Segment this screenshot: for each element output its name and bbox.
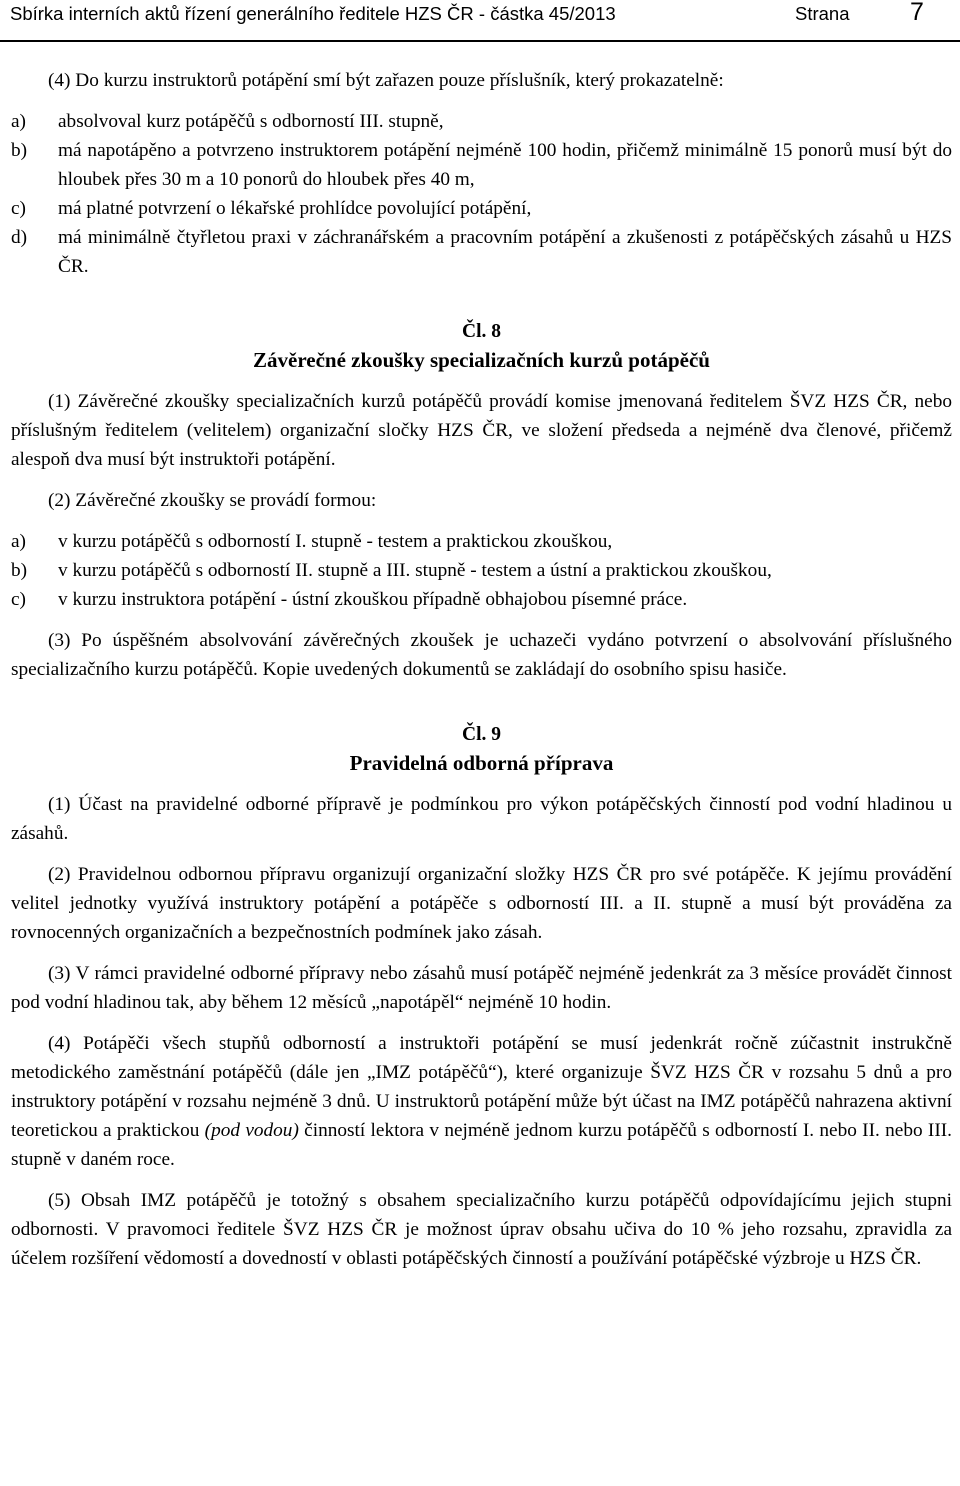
- list-item-text: má minimálně čtyřletou praxi v záchranářském a pracovním potápění a zkušenosti z potápěčských zásahů u HZS ČR.: [58, 227, 952, 277]
- list-item: [11, 223, 952, 281]
- article-9-title: Pravidelná odborná příprava: [349, 751, 614, 775]
- article-8-paragraph-1: (1) Závěrečné zkoušky specializačních kurzů potápěčů provádí komise jmenovaná ředitelem ŠVZ HZS ČR, nebo příslušným ředitelem (velitelem) organizační sločky HZS ČR, ve složení předseda a nejméně dva členové, přičemž alespoň dva musí být instruktoři potápění.: [11, 391, 952, 470]
- article-8-title: Závěrečné zkoušky specializačních kurzů potápěčů: [253, 348, 710, 372]
- article-8-paragraph-3: (3) Po úspěšném absolvování závěrečných zkoušek je uchazeči vydáno potvrzení o absolvování příslušného specializačního kurzu potápěčů. Kopie uvedených dokumentů se zakládají do osobního spisu hasiče.: [11, 630, 952, 680]
- article-8-number: Čl. 8: [462, 321, 501, 342]
- article-9-number: Čl. 9: [462, 724, 501, 745]
- paragraph-text: činností lektora v nejméně jednom kurzu potápěčů s odborností I. nebo II. nebo III. stupně v daném roce.: [11, 1120, 952, 1170]
- article-9-paragraph-2: (2) Pravidelnou odbornou přípravu organizují organizační složky HZS ČR pro své potápěče. K jejímu provádění velitel jednotky využívá instruktory potápění a potápěče s odborností III. a II. stupně a musí být prováděna za rovnocenných organizačních a bezpečnostních podmínek jako zásah.: [11, 864, 952, 943]
- list-item-text: v kurzu potápěčů s odborností II. stupně a III. stupně - testem a ústní a praktickou zkouškou,: [58, 560, 772, 581]
- list-item: [11, 556, 952, 585]
- list-item: [11, 107, 952, 136]
- paragraph-4-intro: (4) Do kurzu instruktorů potápění smí být zařazen pouze příslušník, který prokazatelně:: [48, 70, 724, 91]
- article-9-paragraph-3: (3) V rámci pravidelné odborné přípravy nebo zásahů musí potápěč nejméně jedenkrát za 3 měsíce provádět činnost pod vodní hladinou tak, aby během 12 měsíců „napotápěl“ nejméně 10 hodin.: [11, 963, 952, 1013]
- list-item-label: c): [11, 198, 26, 219]
- article-9-paragraph-1: (1) Účast na pravidelné odborné přípravě je podmínkou pro výkon potápěčských činností pod vodní hladinou u zásahů.: [11, 794, 952, 844]
- list-item-text: absolvoval kurz potápěčů s odborností III. stupně,: [58, 111, 444, 132]
- list-item-label: a): [11, 111, 26, 132]
- page-label: Strana: [795, 3, 850, 24]
- list-item-text: má platné potvrzení o lékařské prohlídce povolující potápění,: [58, 198, 532, 219]
- list-item-text: v kurzu instruktora potápění - ústní zkouškou případně obhajobou písemné práce.: [58, 589, 688, 610]
- paragraph-italic-text: (pod vodou): [204, 1120, 299, 1141]
- list-item-label: c): [11, 589, 26, 610]
- list-item: [11, 527, 952, 556]
- list-item-label: d): [11, 227, 28, 248]
- article-9-paragraph-5: (5) Obsah IMZ potápěčů je totožný s obsahem specializačního kurzu potápěčů odpovídajícímu jejich stupni odbornosti. V pravomoci ředitele ŠVZ HZS ČR je možnost úprav obsahu učiva do 10 % jeho rozsahu, zpravidla za účelem rozšíření vědomostí a dovedností v oblasti potápěčských činností a používání potápěčské výzbroje u HZS ČR.: [11, 1190, 952, 1269]
- page-header: [0, 0, 960, 34]
- list-item-label: a): [11, 531, 26, 552]
- article-9-paragraph-4: [11, 1029, 952, 1174]
- list-item: [11, 136, 952, 194]
- list-item-text: má napotápěno a potvrzeno instruktorem potápění nejméně 100 hodin, přičemž minimálně 15 ponorů musí být do hloubek přes 30 m a 10 ponorů do hloubek přes 40 m,: [58, 140, 952, 190]
- list-item: [11, 585, 952, 614]
- paragraph-text: (4) Potápěči všech stupňů odborností a instruktoři potápění se musí jedenkrát ročně zúčastnit instrukčně metodického zaměstnání potápěčů (dále jen „IMZ potápěčů“), které organizuje ŠVZ HZS ČR v rozsahu 5 dnů a pro instruktory potápění v rozsahu nejméně 3 dnů. U instruktorů potápění může být účast na IMZ potápěčů nahrazena aktivní teoretickou a praktickou: [11, 1033, 952, 1141]
- list-item-text: v kurzu potápěčů s odborností I. stupně - testem a praktickou zkouškou,: [58, 531, 613, 552]
- page-number: 7: [910, 0, 924, 26]
- list-item: [11, 194, 952, 223]
- header-rule: [0, 40, 960, 42]
- document-body: [11, 66, 952, 1273]
- document-title: Sbírka interních aktů řízení generálního ředitele HZS ČR - částka 45/2013: [10, 3, 616, 24]
- article-8-paragraph-2: (2) Závěrečné zkoušky se provádí formou:: [48, 490, 377, 511]
- list-item-label: b): [11, 140, 28, 161]
- list-item-label: b): [11, 560, 28, 581]
